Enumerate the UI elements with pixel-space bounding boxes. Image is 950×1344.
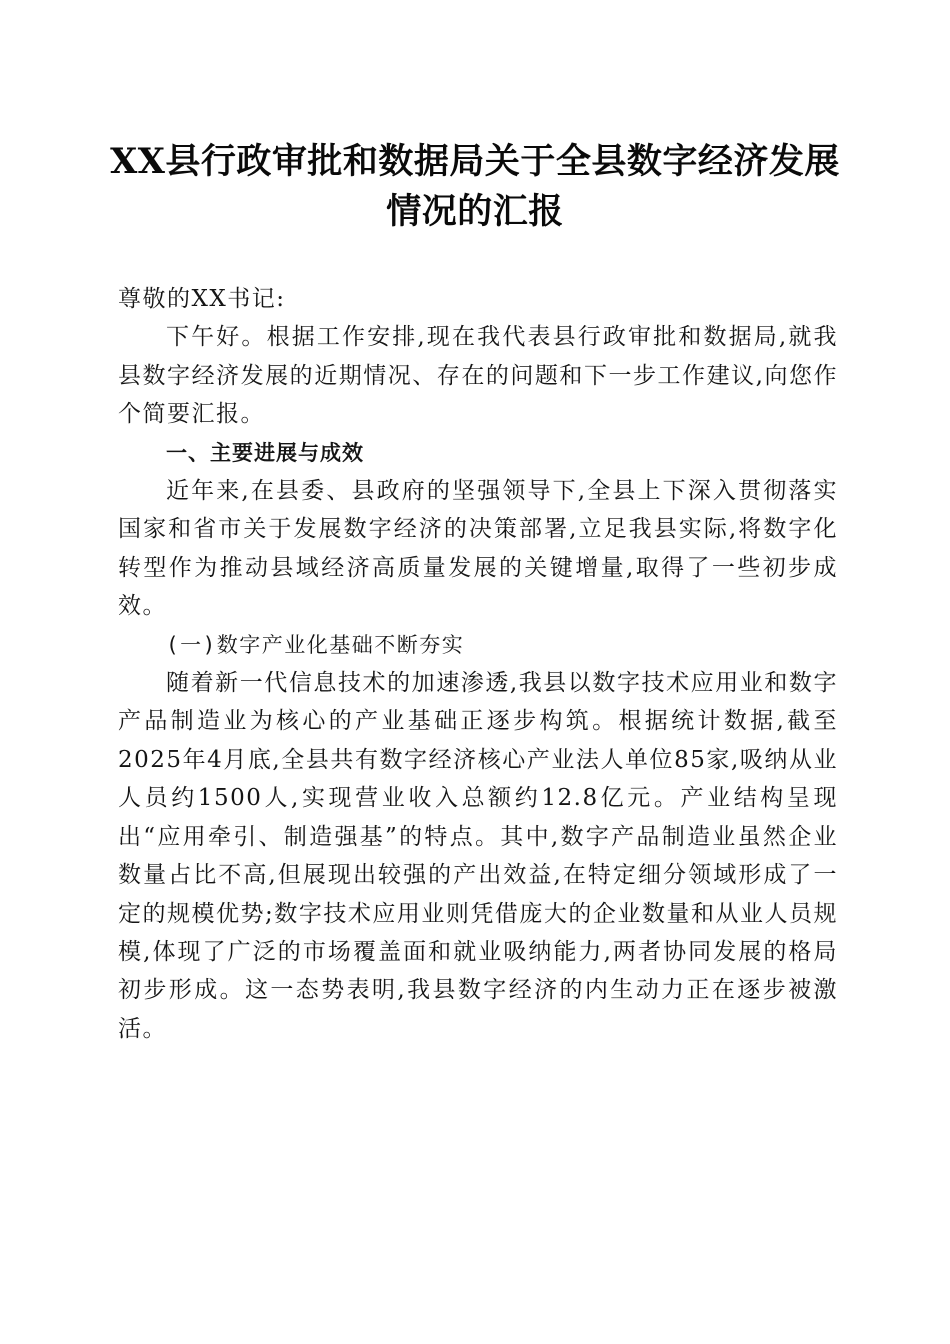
document-body xyxy=(118,280,838,1048)
section-heading-progress: 一、主要进展与成效 xyxy=(166,440,364,465)
subsection-paragraph-digital-industry: 随着新一代信息技术的加速渗透,我县以数字技术应用业和数字产品制造业为核心的产业基础正逐步构筑。根据统计数据,截至2025年4月底,全县共有数字经济核心产业法人单位85家,吸纳从业人员约1500人,实现营业收入总额约12.8亿元。产业结构呈现出“应用牵引、制造强基”的特点。其中,数字产品制造业虽然企业数量占比不高,但展现出较强的产出效益,在特定细分领域形成了一定的规模优势;数字技术应用业则凭借庞大的企业数量和从业人员规模,体现了广泛的市场覆盖面和就业吸纳能力,两者协同发展的格局初步形成。这一态势表明,我县数字经济的内生动力正在逐步被激活。 xyxy=(118,670,838,1042)
document-title: XX县行政审批和数据局关于全县数字经济发展情况的汇报 xyxy=(110,141,840,232)
salutation: 尊敬的XX书记: xyxy=(118,286,286,312)
intro-paragraph: 下午好。根据工作安排,现在我代表县行政审批和数据局,就我县数字经济发展的近期情况、存在的问题和下一步工作建议,向您作个简要汇报。 xyxy=(118,324,838,428)
section-paragraph-progress: 近年来,在县委、县政府的坚强领导下,全县上下深入贯彻落实国家和省市关于发展数字经济的决策部署,立足我县实际,将数字化转型作为推动县域经济高质量发展的关键增量,取得了一些初步成效。 xyxy=(118,478,838,620)
subsection-heading-digital-industry: (一)数字产业化基础不断夯实 xyxy=(166,632,465,657)
